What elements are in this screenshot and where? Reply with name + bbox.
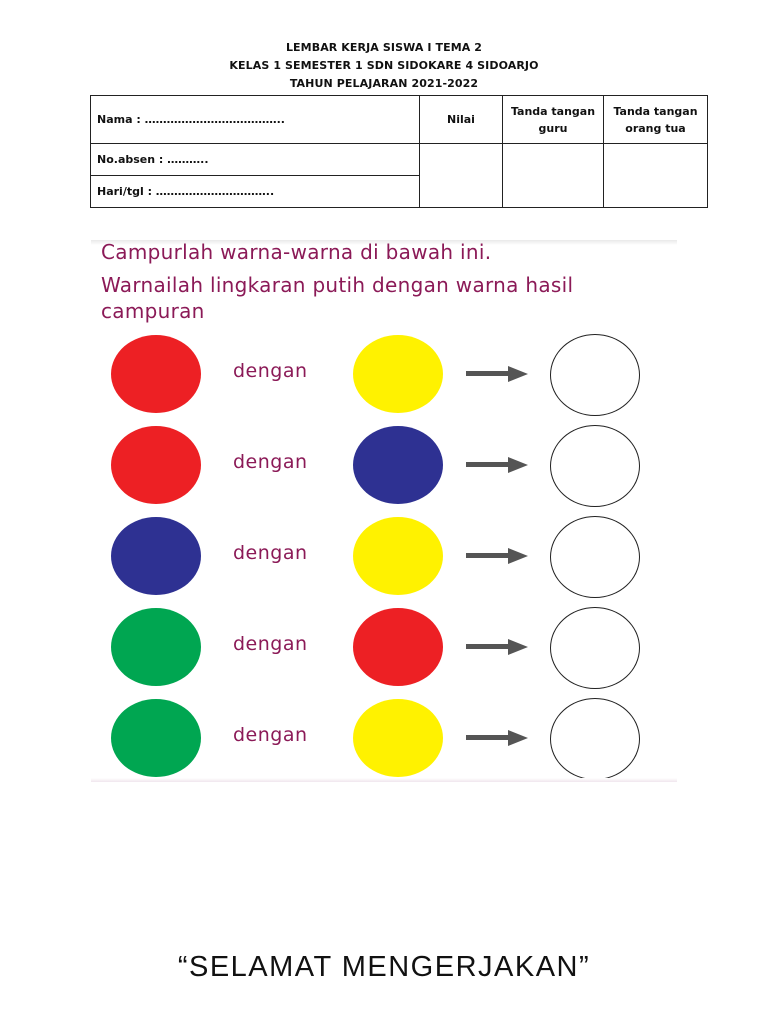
dengan-label: dengan <box>233 633 308 655</box>
color-circle-second <box>353 608 443 686</box>
arrow-right-icon <box>466 639 528 655</box>
parent-signature-header: Tanda tangan orang tua <box>604 96 708 144</box>
closing-message: “SELAMAT MENGERJAKAN” <box>177 951 591 983</box>
dengan-label: dengan <box>233 451 308 473</box>
color-circle-second <box>353 335 443 413</box>
arrow-right-icon <box>466 730 528 746</box>
color-circle-first <box>111 426 201 504</box>
student-info-table <box>90 95 708 208</box>
color-circle-first <box>111 335 201 413</box>
arrow-right-icon <box>466 457 528 473</box>
answer-circle[interactable] <box>550 334 640 416</box>
school-year-line: TAHUN PELAJARAN 2021-2022 <box>289 77 479 90</box>
answer-circle[interactable] <box>550 516 640 598</box>
instruction-line-1: Campurlah warna-warna di bawah ini. <box>101 240 492 264</box>
color-circle-first <box>111 699 201 777</box>
teacher-signature-box[interactable] <box>503 144 604 208</box>
score-header: Nilai <box>420 96 503 144</box>
color-circle-first <box>111 608 201 686</box>
answer-circle[interactable] <box>550 425 640 507</box>
instruction-line-2: Warnailah lingkaran putih dengan warna hasil <box>101 273 574 297</box>
color-mixing-exercise <box>91 240 677 782</box>
score-box[interactable] <box>420 144 503 208</box>
color-circle-second <box>353 699 443 777</box>
teacher-signature-header: Tanda tangan guru <box>503 96 604 144</box>
worksheet-title: LEMBAR KERJA SISWA I TEMA 2 <box>285 41 483 54</box>
dengan-label: dengan <box>233 542 308 564</box>
absence-number-field[interactable]: No.absen : ……….. <box>91 144 420 176</box>
answer-circle[interactable] <box>550 698 640 780</box>
name-field[interactable]: Nama : ……………………………….. <box>91 96 420 144</box>
color-circle-first <box>111 517 201 595</box>
answer-circle[interactable] <box>550 607 640 689</box>
color-circle-second <box>353 426 443 504</box>
bottom-border <box>91 778 677 782</box>
color-circle-second <box>353 517 443 595</box>
parent-signature-box[interactable] <box>604 144 708 208</box>
arrow-right-icon <box>466 548 528 564</box>
instruction-line-3: campuran <box>101 299 205 323</box>
class-school-line: KELAS 1 SEMESTER 1 SDN SIDOKARE 4 SIDOARJO <box>229 59 539 72</box>
arrow-right-icon <box>466 366 528 382</box>
date-field[interactable]: Hari/tgl : ………………………….. <box>91 176 420 208</box>
dengan-label: dengan <box>233 724 308 746</box>
dengan-label: dengan <box>233 360 308 382</box>
